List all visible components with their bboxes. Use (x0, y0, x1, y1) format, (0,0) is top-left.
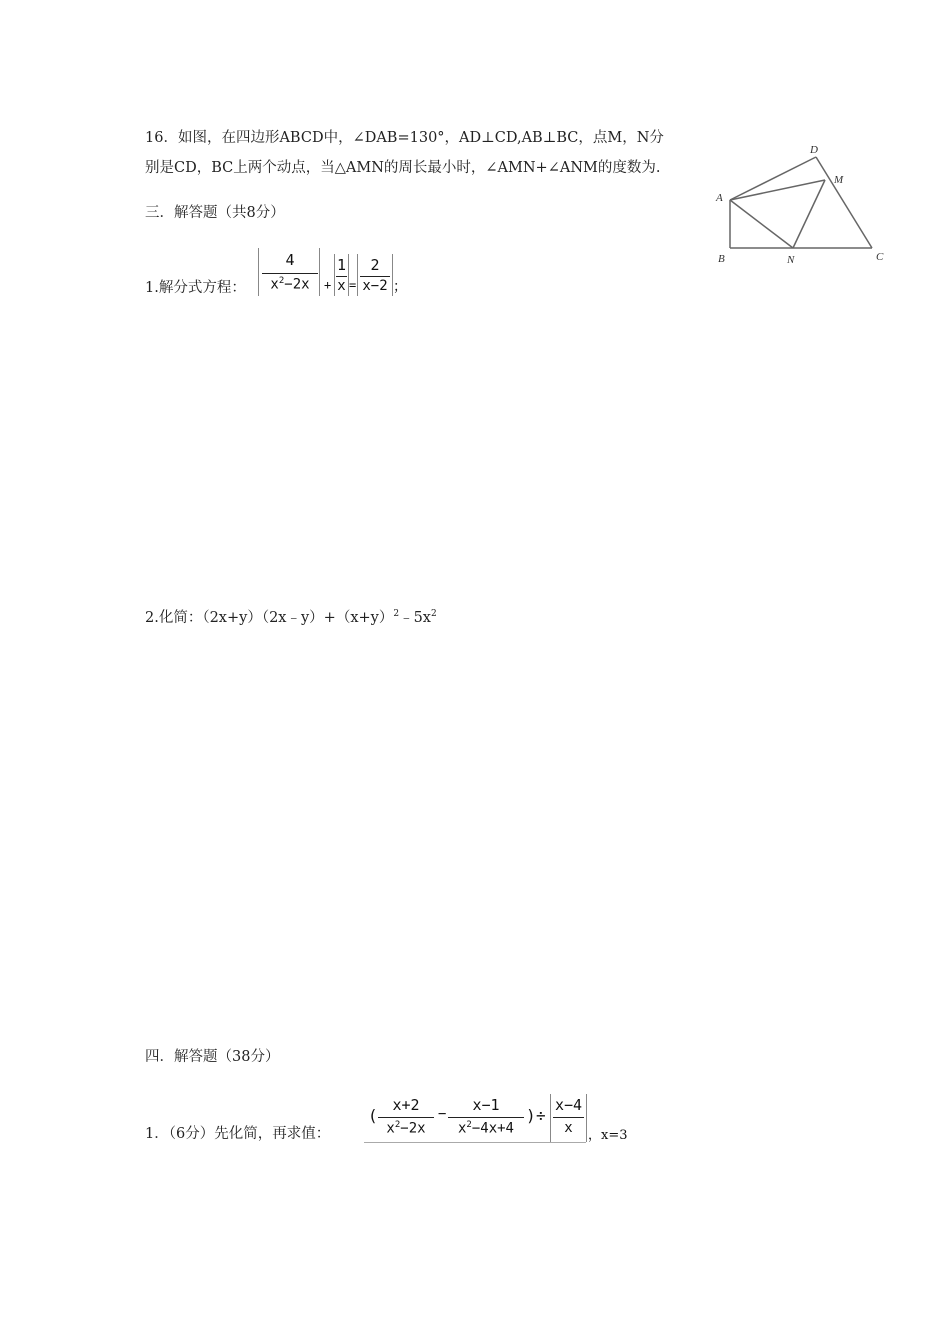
s4-p1-label: 1．（6分）先化简，再求值： (145, 1126, 331, 1142)
equals-sign: = (349, 278, 357, 292)
semicolon: ； (393, 279, 407, 295)
section3-title: 三．解答题（共8分） (145, 205, 285, 221)
segment-dc (816, 157, 872, 248)
segment-mn (793, 180, 825, 248)
minus-sign: − (438, 1106, 447, 1122)
s3-p1-equation (256, 248, 416, 300)
label-d: D (810, 144, 818, 156)
divide-sign: ÷ (536, 1106, 546, 1125)
label-n: N (787, 254, 795, 266)
given-value: ，x=3 (588, 1128, 628, 1143)
segment-an (730, 200, 793, 248)
f2-denominator: $x^2-4x+4$ (457, 1120, 514, 1137)
frac1-denominator: $x^2-2x$ (270, 276, 310, 293)
f3-denominator: x (564, 1120, 573, 1136)
q16-line1: 16．如图，在四边形ABCD中，∠DAB=130°，AD⊥CD,AB⊥BC，点M，N分 (145, 130, 664, 146)
q16-line2: 别是CD，BC上两个动点，当△AMN的周长最小时，∠AMN+∠ANM的度数为. (145, 160, 661, 176)
right-paren: ) (526, 1106, 536, 1125)
label-a: A (716, 192, 723, 204)
f1-denominator: $x^2-2x$ (386, 1120, 426, 1137)
label-b: B (718, 253, 725, 265)
plus-sign: + (324, 278, 332, 292)
quadrilateral-figure (710, 135, 900, 275)
segment-am (730, 180, 825, 200)
s4-p1-equation (362, 1094, 652, 1146)
frac2-numerator: 1 (336, 256, 347, 274)
label-m: M (834, 174, 844, 186)
frac3-numerator: 2 (370, 256, 380, 274)
f2-numerator: x−1 (472, 1096, 500, 1114)
left-paren: ( (368, 1106, 378, 1125)
s3-p1-label: 1.解分式方程： (145, 280, 246, 296)
frac2-denominator: x (337, 278, 346, 294)
segment-ad (730, 157, 816, 200)
f3-numerator: x−4 (554, 1096, 583, 1114)
section4-title: 四．解答题（38分） (145, 1049, 280, 1065)
label-c: C (876, 251, 884, 263)
s3-p2-expression: 2.化简：$(2x+y)(2x﹣y)+(x+y)^2﹣5x^2$ (145, 609, 437, 626)
f1-numerator: x+2 (392, 1096, 420, 1114)
frac1-numerator: 4 (285, 251, 295, 269)
frac3-denominator: x−2 (362, 278, 388, 294)
